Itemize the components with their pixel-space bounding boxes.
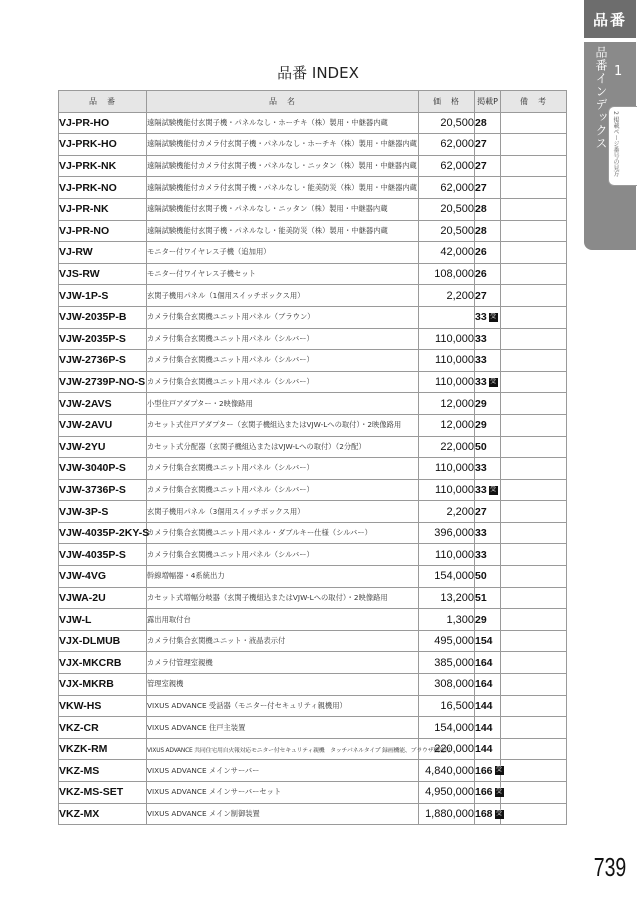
product-page: [475, 760, 501, 782]
page-ref: 50: [475, 570, 487, 583]
page-ref: 33: [475, 527, 487, 540]
product-price: 110,000: [419, 458, 475, 480]
table-row: [59, 263, 567, 285]
table-row: [59, 782, 567, 804]
product-price: 1,300: [419, 609, 475, 631]
product-code: VJW-2035P-B: [59, 306, 147, 328]
tab-page-guide-number: 2: [612, 111, 619, 115]
product-price: 4,840,000: [419, 760, 475, 782]
product-page: [475, 285, 501, 307]
made-to-order-badge: 受: [490, 378, 497, 385]
product-price: 110,000: [419, 350, 475, 372]
table-row: [59, 177, 567, 199]
page-ref: 144: [475, 743, 493, 756]
table-row: [59, 371, 567, 393]
page-ref: 27: [475, 505, 487, 518]
page-ref: 28: [475, 224, 487, 237]
table-row: [59, 544, 567, 566]
product-code: VJ-PR-NO: [59, 220, 147, 242]
product-code: VJW-3P-S: [59, 501, 147, 523]
page-ref: 154: [475, 635, 493, 648]
table-row: [59, 220, 567, 242]
product-note: [501, 587, 567, 609]
product-name: モニター付ワイヤレス子機セット: [147, 263, 419, 285]
product-name: 遠隔試験機能付カメラ付玄関子機・パネルなし・能美防災（株）製用・中継器内蔵: [147, 177, 419, 199]
made-to-order-badge: 受: [490, 486, 497, 493]
product-page: [475, 134, 501, 156]
table-row: [59, 393, 567, 415]
product-price: 22,000: [419, 436, 475, 458]
product-name: 玄関子機用パネル（1個用スイッチボックス用）: [147, 285, 419, 307]
product-price: 12,000: [419, 414, 475, 436]
product-name: 露出用取付台: [147, 609, 419, 631]
tab-page-guide-label: [611, 111, 619, 177]
product-page: [475, 393, 501, 415]
product-note: [501, 695, 567, 717]
page-ref: 166: [475, 786, 493, 799]
product-name: カセット式分配器（玄関子機組込またはVJW-Lへの取付）（2分配）: [147, 436, 419, 458]
product-note: [501, 328, 567, 350]
product-price: 108,000: [419, 263, 475, 285]
product-name: カセット式増幅分岐器（玄関子機組込またはVJW-Lへの取付）・2映像路用: [147, 587, 419, 609]
product-page: [475, 630, 501, 652]
tab-hinban-index-label: 品番インデックス: [594, 46, 608, 150]
table-row: [59, 760, 567, 782]
page-ref: 33: [475, 311, 487, 324]
page-ref: 33: [475, 332, 487, 345]
product-price: 62,000: [419, 177, 475, 199]
product-note: [501, 738, 567, 760]
page-ref: 33: [475, 483, 487, 496]
product-note: [501, 371, 567, 393]
product-note: [501, 285, 567, 307]
product-page: [475, 177, 501, 199]
product-page: [475, 544, 501, 566]
page-ref: 29: [475, 397, 487, 410]
product-page: [475, 436, 501, 458]
product-name: VIXUS ADVANCE 受話器（モニター付セキュリティ親機用）: [147, 695, 419, 717]
product-code: VJX-MKRB: [59, 674, 147, 696]
product-note: [501, 674, 567, 696]
product-name: VIXUS ADVANCE メイン制御装置: [147, 803, 419, 825]
page-ref: 28: [475, 203, 487, 216]
product-page: [475, 738, 501, 760]
table-row: [59, 738, 567, 760]
table-row: [59, 458, 567, 480]
product-code: VJW-4035P-S: [59, 544, 147, 566]
product-note: [501, 760, 567, 782]
tab-hinban-index-number: 1: [614, 64, 623, 79]
page-ref: 51: [475, 591, 487, 604]
product-code: VKZ-MX: [59, 803, 147, 825]
product-page: [475, 414, 501, 436]
product-code: VJW-3736P-S: [59, 479, 147, 501]
page-ref: 33: [475, 462, 487, 475]
product-code: VJ-RW: [59, 242, 147, 264]
product-name: 幹線増幅器・4系統出力: [147, 566, 419, 588]
table-row: [59, 242, 567, 264]
product-page: [475, 587, 501, 609]
product-code: VJ-PRK-NO: [59, 177, 147, 199]
product-code: VJW-4VG: [59, 566, 147, 588]
table-row: [59, 112, 567, 134]
product-name: 玄関子機用パネル（3個用スイッチボックス用）: [147, 501, 419, 523]
header-page: 掲載P: [475, 91, 501, 113]
page-ref: 168: [475, 807, 493, 820]
product-page: [475, 306, 501, 328]
product-price: 13,200: [419, 587, 475, 609]
table-row: [59, 609, 567, 631]
page-ref: 26: [475, 246, 487, 259]
header-name: 品 名: [147, 91, 419, 113]
product-note: [501, 306, 567, 328]
table-row: [59, 717, 567, 739]
table-row: [59, 479, 567, 501]
table-row: [59, 134, 567, 156]
product-price: 42,000: [419, 242, 475, 264]
product-page: [475, 501, 501, 523]
product-code: VJW-2739P-NO-S: [59, 371, 147, 393]
made-to-order-badge: 受: [490, 313, 497, 320]
product-code: VJ-PRK-HO: [59, 134, 147, 156]
product-note: [501, 566, 567, 588]
product-note: [501, 263, 567, 285]
product-name: VIXUS ADVANCE 住戸主装置: [147, 717, 419, 739]
page-ref: 27: [475, 289, 487, 302]
product-price: 495,000: [419, 630, 475, 652]
product-name: カメラ付管理室親機: [147, 652, 419, 674]
product-code: VJX-DLMUB: [59, 630, 147, 652]
product-page: [475, 652, 501, 674]
product-code: VKW-HS: [59, 695, 147, 717]
page-ref: 144: [475, 699, 493, 712]
header-code: 品 番: [59, 91, 147, 113]
product-code: VJW-1P-S: [59, 285, 147, 307]
product-price: 110,000: [419, 544, 475, 566]
product-name: カメラ付集合玄関機ユニット用パネル（シルバー）: [147, 350, 419, 372]
product-name: カメラ付集合玄関機ユニット用パネル（ブラウン）: [147, 306, 419, 328]
product-note: [501, 652, 567, 674]
product-name: カメラ付集合玄関機ユニット・液晶表示付: [147, 630, 419, 652]
table-row: [59, 328, 567, 350]
made-to-order-badge: 受: [496, 767, 503, 774]
product-code: VJW-2AVS: [59, 393, 147, 415]
page-ref: 27: [475, 138, 487, 151]
product-code: VJW-2035P-S: [59, 328, 147, 350]
product-note: [501, 803, 567, 825]
page-ref: 33: [475, 376, 487, 389]
product-price: 12,000: [419, 393, 475, 415]
header-note: 備 考: [501, 91, 567, 113]
product-price: 20,500: [419, 198, 475, 220]
tab-page-guide[interactable]: [608, 106, 637, 186]
product-price: 308,000: [419, 674, 475, 696]
table-row: [59, 587, 567, 609]
table-row: [59, 198, 567, 220]
product-price: 2,200: [419, 285, 475, 307]
product-page: [475, 609, 501, 631]
page-ref: 27: [475, 181, 487, 194]
product-note: [501, 112, 567, 134]
tab-hinban[interactable]: 品番: [584, 0, 636, 38]
tab-page-guide-text: 掲載ページ番号の見方: [612, 116, 619, 177]
table-row: [59, 436, 567, 458]
product-name: カメラ付集合玄関機ユニット用パネル（シルバー）: [147, 371, 419, 393]
table-row: [59, 155, 567, 177]
page-ref: 29: [475, 613, 487, 626]
product-price: 62,000: [419, 155, 475, 177]
product-name: カメラ付集合玄関機ユニット用パネル（シルバー）: [147, 479, 419, 501]
product-note: [501, 544, 567, 566]
product-code: VJ-PR-HO: [59, 112, 147, 134]
page-number: 739: [593, 852, 627, 882]
product-name: カメラ付集合玄関機ユニット用パネル・ダブルキー仕様（シルバー）: [147, 522, 419, 544]
product-page: [475, 242, 501, 264]
table-row: [59, 566, 567, 588]
product-page: [475, 479, 501, 501]
product-code: VJS-RW: [59, 263, 147, 285]
page-ref: 166: [475, 764, 493, 777]
page-ref: 33: [475, 548, 487, 561]
page-ref: 28: [475, 116, 487, 129]
table-row: [59, 630, 567, 652]
product-code: VKZK-RM: [59, 738, 147, 760]
product-name: 遠隔試験機能付玄関子機・パネルなし・能美防災（株）製用・中継器内蔵: [147, 220, 419, 242]
product-name: VIXUS ADVANCE 共同住宅用自火報対応モニター付セキュリティ親機 タッチパネルタイプ 録画機能、ブラウザ機能付: [147, 738, 419, 760]
page-ref: 50: [475, 440, 487, 453]
product-note: [501, 350, 567, 372]
page-title: 品番 INDEX: [277, 64, 359, 82]
table-row: [59, 306, 567, 328]
product-price: 396,000: [419, 522, 475, 544]
product-price: 110,000: [419, 371, 475, 393]
product-note: [501, 242, 567, 264]
table-row: [59, 674, 567, 696]
product-note: [501, 522, 567, 544]
product-note: [501, 458, 567, 480]
product-name: 管理室親機: [147, 674, 419, 696]
product-code: VJ-PRK-NK: [59, 155, 147, 177]
product-name: 遠隔試験機能付カメラ付玄関子機・パネルなし・ニッタン（株）製用・中継器内蔵: [147, 155, 419, 177]
product-name: カメラ付集合玄関機ユニット用パネル（シルバー）: [147, 328, 419, 350]
product-code: VJW-2YU: [59, 436, 147, 458]
product-note: [501, 177, 567, 199]
product-code: VKZ-CR: [59, 717, 147, 739]
product-price: 385,000: [419, 652, 475, 674]
product-note: [501, 717, 567, 739]
product-page: [475, 566, 501, 588]
product-name: モニター付ワイヤレス子機（追加用）: [147, 242, 419, 264]
product-name: VIXUS ADVANCE メインサーバー: [147, 760, 419, 782]
product-price: 62,000: [419, 134, 475, 156]
product-price: 110,000: [419, 479, 475, 501]
page-ref: 164: [475, 656, 493, 669]
product-price: 4,950,000: [419, 782, 475, 804]
made-to-order-badge: 受: [496, 789, 503, 796]
product-code: VJW-2AVU: [59, 414, 147, 436]
product-price: 220,000: [419, 738, 475, 760]
product-note: [501, 630, 567, 652]
table-row: [59, 285, 567, 307]
product-page: [475, 350, 501, 372]
product-page: [475, 782, 501, 804]
product-page: [475, 198, 501, 220]
product-page: [475, 371, 501, 393]
product-note: [501, 782, 567, 804]
page-ref: 26: [475, 268, 487, 281]
product-page: [475, 458, 501, 480]
product-price: 16,500: [419, 695, 475, 717]
product-code: VKZ-MS-SET: [59, 782, 147, 804]
table-header-row: [59, 91, 567, 113]
product-page: [475, 717, 501, 739]
product-name: カセット式住戸アダプター（玄関子機組込またはVJW-Lへの取付）・2映像路用: [147, 414, 419, 436]
product-code: VJW-L: [59, 609, 147, 631]
product-price: 1,880,000: [419, 803, 475, 825]
product-price: 20,500: [419, 112, 475, 134]
product-page: [475, 263, 501, 285]
product-name: 遠隔試験機能付カメラ付玄関子機・パネルなし・ホーチキ（株）製用・中継器内蔵: [147, 134, 419, 156]
product-note: [501, 155, 567, 177]
product-page: [475, 112, 501, 134]
page-ref: 27: [475, 160, 487, 173]
product-note: [501, 414, 567, 436]
page-ref: 144: [475, 721, 493, 734]
product-note: [501, 479, 567, 501]
product-name: VIXUS ADVANCE メインサーバーセット: [147, 782, 419, 804]
product-page: [475, 695, 501, 717]
page-ref: 33: [475, 354, 487, 367]
product-page: [475, 220, 501, 242]
index-table: [58, 90, 567, 825]
product-page: [475, 328, 501, 350]
page-ref: 29: [475, 419, 487, 432]
product-note: [501, 609, 567, 631]
header-price: 価 格: [419, 91, 475, 113]
product-price: 154,000: [419, 566, 475, 588]
product-name: カメラ付集合玄関機ユニット用パネル（シルバー）: [147, 458, 419, 480]
product-name: 遠隔試験機能付玄関子機・パネルなし・ホーチキ（株）製用・中継器内蔵: [147, 112, 419, 134]
product-code: VJ-PR-NK: [59, 198, 147, 220]
made-to-order-badge: 受: [496, 810, 503, 817]
table-row: [59, 522, 567, 544]
product-code: VJWA-2U: [59, 587, 147, 609]
product-code: VJW-3040P-S: [59, 458, 147, 480]
product-price: 2,200: [419, 501, 475, 523]
product-code: VJW-2736P-S: [59, 350, 147, 372]
product-code: VJX-MKCRB: [59, 652, 147, 674]
page-ref: 164: [475, 678, 493, 691]
product-note: [501, 134, 567, 156]
product-page: [475, 155, 501, 177]
product-page: [475, 522, 501, 544]
table-row: [59, 803, 567, 825]
product-name: 遠隔試験機能付玄関子機・パネルなし・ニッタン（株）製用・中継器内蔵: [147, 198, 419, 220]
product-price: 154,000: [419, 717, 475, 739]
product-page: [475, 674, 501, 696]
product-note: [501, 198, 567, 220]
product-page: [475, 803, 501, 825]
product-note: [501, 393, 567, 415]
table-row: [59, 414, 567, 436]
table-row: [59, 350, 567, 372]
table-row: [59, 501, 567, 523]
product-note: [501, 501, 567, 523]
product-price: 20,500: [419, 220, 475, 242]
product-price: [419, 306, 475, 328]
product-name: カメラ付集合玄関機ユニット用パネル（シルバー）: [147, 544, 419, 566]
product-note: [501, 436, 567, 458]
product-price: 110,000: [419, 328, 475, 350]
product-name: 小型住戸アダプター・2映像路用: [147, 393, 419, 415]
table-row: [59, 695, 567, 717]
product-note: [501, 220, 567, 242]
product-code: VKZ-MS: [59, 760, 147, 782]
product-code: VJW-4035P-2KY-S: [59, 522, 147, 544]
table-row: [59, 652, 567, 674]
